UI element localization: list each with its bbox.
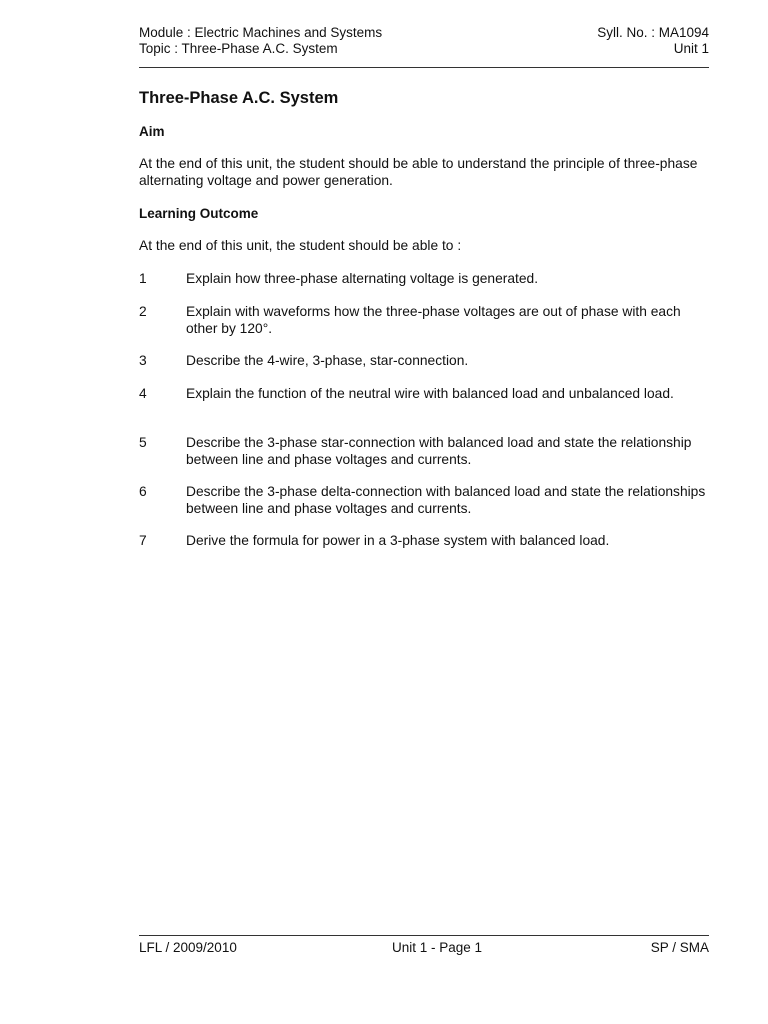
outcome-number: 6 [139, 484, 147, 499]
outcome-text: Explain with waveforms how the three-phase voltages are out of phase with each other by 120°. [186, 304, 681, 336]
footer-page-number: Unit 1 - Page 1 [392, 940, 483, 955]
header-divider [139, 67, 709, 68]
page-title: Three-Phase A.C. System [139, 89, 339, 107]
outcome-text: Describe the 3-phase star-connection with balanced load and state the relationship between line and phase voltages and currents. [186, 435, 692, 467]
outcome-number: 3 [139, 353, 147, 368]
outcome-item [139, 484, 709, 517]
footer-left: LFL / 2009/2010 [139, 940, 237, 955]
outcome-text: Explain how three-phase alternating voltage is generated. [186, 271, 539, 286]
footer-right: SP / SMA [650, 940, 709, 955]
aim-text: At the end of this unit, the student should be able to understand the principle of three-phase alternating voltage and power generation. [139, 156, 698, 188]
header-row-2 [139, 41, 709, 57]
header-row-1 [139, 25, 709, 41]
outcome-item [139, 304, 709, 337]
header-module: Module : Electric Machines and Systems [139, 25, 383, 40]
outcome-text: Explain the function of the neutral wire with balanced load and unbalanced load. [186, 386, 674, 401]
learning-outcome-heading: Learning Outcome [139, 206, 259, 221]
outcome-number: 4 [139, 386, 147, 401]
document-page [139, 0, 709, 1024]
outcome-item [139, 435, 709, 468]
header-syll-no: Syll. No. : MA1094 [597, 25, 709, 40]
outcome-number: 5 [139, 435, 147, 450]
learning-outcome-intro: At the end of this unit, the student should be able to : [139, 238, 462, 253]
outcome-item [139, 386, 709, 403]
outcome-number: 2 [139, 304, 147, 319]
aim-heading: Aim [139, 124, 165, 139]
outcome-text: Describe the 3-phase delta-connection with balanced load and state the relationships between line and phase voltages and currents. [186, 484, 706, 516]
outcome-text: Derive the formula for power in a 3-phase system with balanced load. [186, 533, 610, 548]
footer-divider [139, 935, 709, 936]
outcome-text: Describe the 4-wire, 3-phase, star-connection. [186, 353, 469, 368]
header-unit: Unit 1 [673, 41, 709, 56]
outcome-item [139, 271, 709, 288]
outcome-item [139, 533, 709, 550]
outcome-item [139, 353, 709, 370]
header-topic: Topic : Three-Phase A.C. System [139, 41, 338, 56]
outcome-number: 1 [139, 271, 147, 286]
outcome-number: 7 [139, 533, 147, 548]
